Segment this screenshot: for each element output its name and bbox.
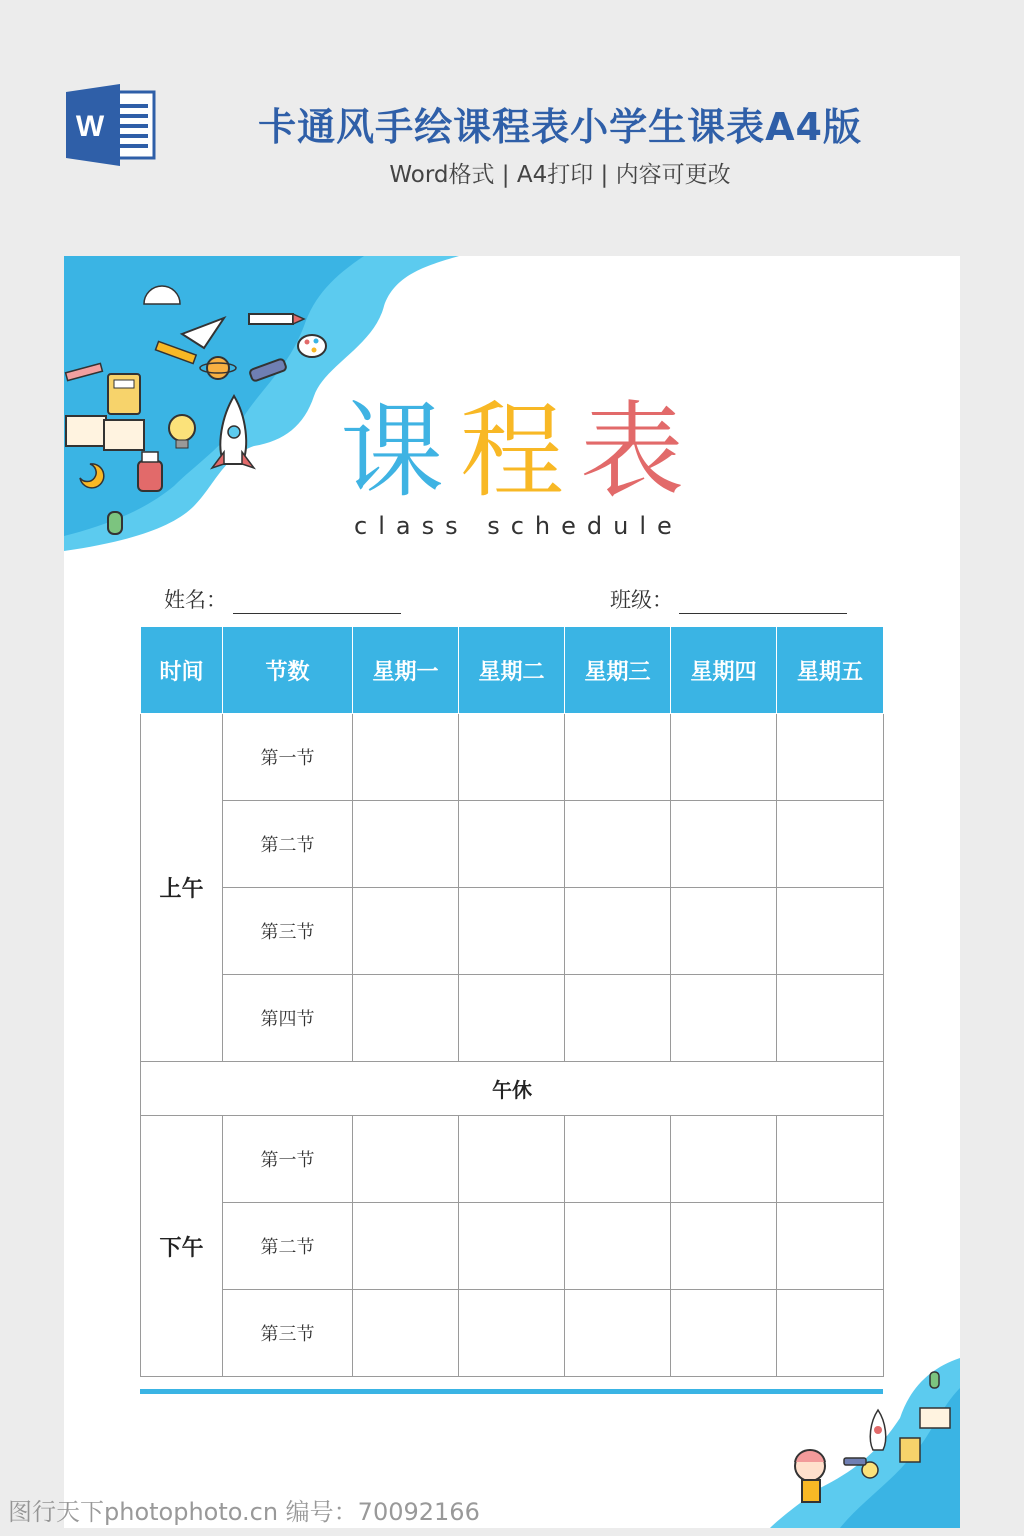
table-row [141,888,884,975]
course-cell[interactable] [565,1203,671,1290]
book-icon [66,416,144,450]
course-cell[interactable] [671,1116,777,1203]
glue-bottle-icon [138,452,162,491]
cartoon-kid-decoration [760,1358,960,1528]
course-cell[interactable] [777,801,884,888]
course-cell[interactable] [777,714,884,801]
title-char-3: 表 [580,390,701,512]
period-cell: 第二节 [223,801,353,888]
table-row [141,975,884,1062]
course-cell[interactable] [565,1116,671,1203]
course-cell[interactable] [565,975,671,1062]
table-bottom-bar [140,1389,883,1394]
course-cell[interactable] [353,714,459,801]
rocket-icon [870,1410,885,1450]
watermark-text: 图行天下photophoto.cn 编号：70092166 [8,1498,480,1526]
column-header: 星期一 [353,627,459,714]
schedule-subtitle-en: class schedule [354,512,683,540]
course-cell[interactable] [459,714,565,801]
class-field[interactable] [610,584,847,614]
calculator-icon [900,1438,920,1462]
column-header: 星期四 [671,627,777,714]
title-char-2: 程 [460,390,581,512]
word-document-icon [66,84,156,166]
period-cell: 第四节 [223,975,353,1062]
column-header: 星期三 [565,627,671,714]
column-header: 星期二 [459,627,565,714]
course-cell[interactable] [353,1290,459,1377]
book-icon [920,1408,950,1428]
course-cell[interactable] [459,801,565,888]
table-row [141,1062,884,1116]
course-cell[interactable] [671,975,777,1062]
palette-icon [298,335,326,357]
period-cell: 第一节 [223,714,353,801]
title-char-1: 课 [340,390,461,512]
course-cell[interactable] [777,1203,884,1290]
table-header-row [141,627,884,714]
course-cell[interactable] [459,888,565,975]
course-cell[interactable] [777,888,884,975]
course-cell[interactable] [671,888,777,975]
afternoon-label: 下午 [141,1116,223,1377]
course-cell[interactable] [777,975,884,1062]
course-cell[interactable] [459,1116,565,1203]
course-cell[interactable] [777,1290,884,1377]
column-header: 节数 [223,627,353,714]
table-row [141,801,884,888]
schedule-title [340,390,701,512]
name-label: 姓名： [164,588,227,612]
class-blank-line[interactable] [679,591,847,614]
name-field[interactable] [164,584,401,614]
period-cell: 第三节 [223,1290,353,1377]
course-cell[interactable] [353,801,459,888]
course-cell[interactable] [459,975,565,1062]
calculator-icon [108,374,140,414]
period-cell: 第三节 [223,888,353,975]
schedule-paper [64,256,960,1528]
course-cell[interactable] [671,1203,777,1290]
course-cell[interactable] [671,1290,777,1377]
telescope-icon [844,1458,866,1465]
page-subtitle: Word格式 | A4打印 | 内容可更改 [389,162,731,188]
course-cell[interactable] [565,1290,671,1377]
pencil-icon [249,314,304,324]
morning-label: 上午 [141,714,223,1062]
course-cell[interactable] [353,1203,459,1290]
cactus-icon [108,512,122,534]
schedule-table [140,626,884,1377]
class-label: 班级： [610,588,673,612]
course-cell[interactable] [353,888,459,975]
noon-break-row: 午休 [141,1062,884,1116]
child-character-icon [795,1450,825,1502]
column-header: 星期五 [777,627,884,714]
course-cell[interactable] [565,801,671,888]
column-header: 时间 [141,627,223,714]
course-cell[interactable] [565,714,671,801]
name-blank-line[interactable] [233,591,401,614]
table-row [141,1116,884,1203]
period-cell: 第二节 [223,1203,353,1290]
period-cell: 第一节 [223,1116,353,1203]
course-cell[interactable] [459,1203,565,1290]
course-cell[interactable] [777,1116,884,1203]
table-row [141,714,884,801]
course-cell[interactable] [353,1116,459,1203]
page-title: 卡通风手绘课程表小学生课表A4版 [258,105,862,149]
table-row [141,1203,884,1290]
cactus-icon [930,1372,939,1388]
word-letter: W [75,110,105,143]
table-row [141,1290,884,1377]
course-cell[interactable] [565,888,671,975]
course-cell[interactable] [671,801,777,888]
course-cell[interactable] [353,975,459,1062]
course-cell[interactable] [671,714,777,801]
course-cell[interactable] [459,1290,565,1377]
